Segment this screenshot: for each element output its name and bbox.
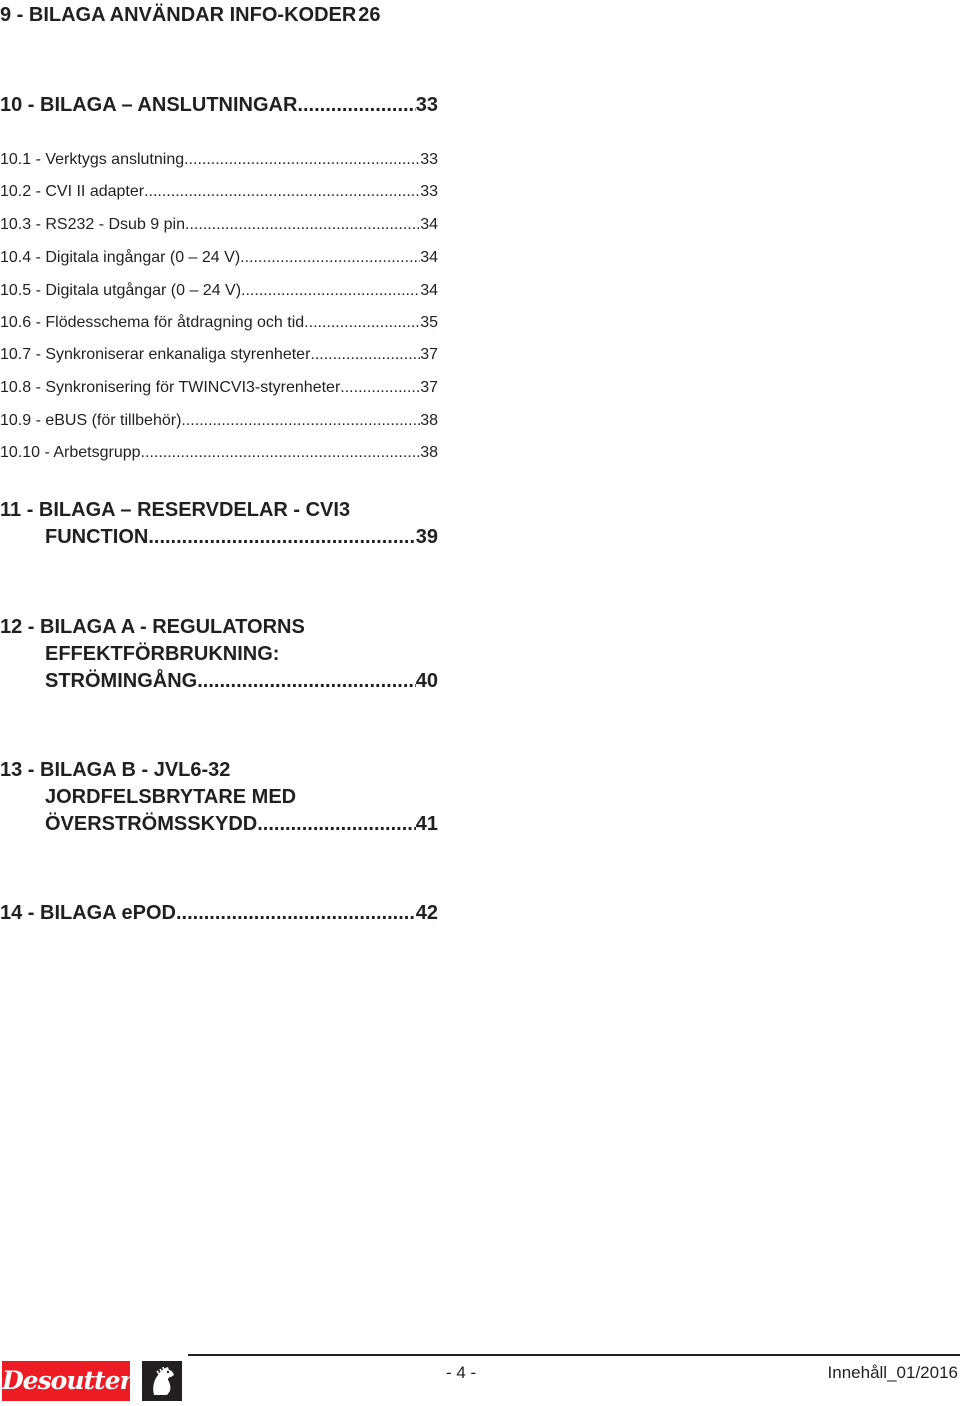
toc-leader-dots: [340, 378, 420, 398]
toc-section[interactable]: [0, 443, 438, 463]
toc-leader-dots: [141, 443, 421, 463]
toc-leader-dots: [176, 900, 416, 927]
toc-chapter-title: 14 - BILAGA ePOD: [0, 902, 176, 924]
toc-section[interactable]: [0, 215, 438, 235]
toc-section[interactable]: [0, 182, 438, 202]
toc-section-title: 10.7 - Synkroniserar enkanaliga styrenheter: [0, 346, 311, 363]
toc-section[interactable]: [0, 411, 438, 431]
horse-emblem-icon: [142, 1361, 182, 1401]
toc-page-number: 33: [420, 151, 438, 168]
toc-page-number: 35: [420, 314, 438, 331]
toc-leader-dots: [144, 182, 420, 202]
toc-section[interactable]: [0, 150, 438, 170]
toc-page-number: 37: [420, 379, 438, 396]
toc-chapter-12[interactable]: [0, 614, 438, 695]
toc-leader-dots: [197, 668, 416, 695]
toc-chapter-14[interactable]: [0, 900, 438, 927]
toc-page-number: 37: [420, 346, 438, 363]
document-reference: Innehåll_01/2016: [827, 1363, 958, 1382]
desoutter-logo: [2, 1361, 130, 1401]
toc-page-number: 34: [420, 249, 438, 266]
toc-section[interactable]: [0, 248, 438, 268]
toc-page-number: 33: [415, 94, 438, 116]
logo-wordmark: Desoutter: [2, 1366, 132, 1395]
toc-section[interactable]: [0, 345, 438, 365]
toc-leader-dots: [304, 313, 420, 333]
toc-page-number: 34: [420, 282, 438, 299]
toc-chapter-10[interactable]: [0, 92, 438, 119]
toc-leader-dots: [185, 215, 420, 235]
toc-section-title: 10.4 - Digitala ingångar (0 – 24 V): [0, 249, 241, 266]
toc-chapter-9[interactable]: [0, 2, 438, 29]
toc-chapter-title-cont: FUNCTION: [45, 526, 149, 548]
toc-leader-dots: [297, 92, 415, 119]
toc-chapter-title-cont: EFFEKTFÖRBRUKNING:: [45, 643, 280, 665]
toc-page-number: 34: [420, 216, 438, 233]
toc-section-title: 10.10 - Arbetsgrupp: [0, 444, 141, 461]
toc-section-title: 10.5 - Digitala utgångar (0 – 24 V): [0, 282, 242, 299]
toc-section-title: 10.3 - RS232 - Dsub 9 pin: [0, 216, 185, 233]
toc-chapter-13[interactable]: [0, 757, 438, 838]
toc-section[interactable]: [0, 281, 438, 301]
toc-leader-dots: [184, 150, 420, 170]
toc-section-title: 10.8 - Synkronisering för TWINCVI3-styrenheter: [0, 379, 341, 396]
toc-section-title: 10.2 - CVI II adapter: [0, 183, 145, 200]
toc-chapter-title: 12 - BILAGA A - REGULATORNS: [0, 616, 305, 638]
toc-section[interactable]: [0, 378, 438, 398]
toc-page-number: 41: [415, 813, 438, 835]
toc-page-number: 33: [420, 183, 438, 200]
toc-chapter-title: 9 - BILAGA ANVÄNDAR INFO-KODER: [0, 4, 357, 26]
toc-chapter-title-cont: ÖVERSTRÖMSSKYDD: [45, 813, 258, 835]
toc-section-title: 10.1 - Verktygs anslutning: [0, 151, 185, 168]
page-number: - 4 -: [446, 1363, 477, 1382]
toc-page-number: 39: [415, 526, 438, 548]
toc-chapter-title-cont: JORDFELSBRYTARE MED: [45, 786, 297, 808]
toc-leader-dots: [181, 411, 420, 431]
footer-divider: [188, 1354, 960, 1356]
toc-page-number: 40: [415, 670, 438, 692]
toc-section-title: 10.6 - Flödesschema för åtdragning och tid: [0, 314, 305, 331]
toc-leader-dots: [310, 345, 420, 365]
toc-page-number: 38: [420, 444, 438, 461]
toc-page-number: 26: [358, 4, 381, 26]
toc-leader-dots: [241, 281, 420, 301]
toc-page-number: 42: [415, 902, 438, 924]
toc-leader-dots: [257, 811, 416, 838]
toc-chapter-title: 13 - BILAGA B - JVL6-32: [0, 759, 231, 781]
toc-chapter-11[interactable]: [0, 497, 438, 551]
toc-leader-dots: [240, 248, 420, 268]
toc-section-title: 10.9 - eBUS (för tillbehör): [0, 412, 182, 429]
toc-leader-dots: [148, 524, 415, 551]
toc-chapter-title: 10 - BILAGA – ANSLUTNINGAR: [0, 94, 298, 116]
toc-section[interactable]: [0, 313, 438, 333]
toc-chapter-title: 11 - BILAGA – RESERVDELAR - CVI3: [0, 499, 351, 521]
toc-page-number: 38: [420, 412, 438, 429]
toc-chapter-title-cont: STRÖMINGÅNG: [45, 670, 198, 692]
